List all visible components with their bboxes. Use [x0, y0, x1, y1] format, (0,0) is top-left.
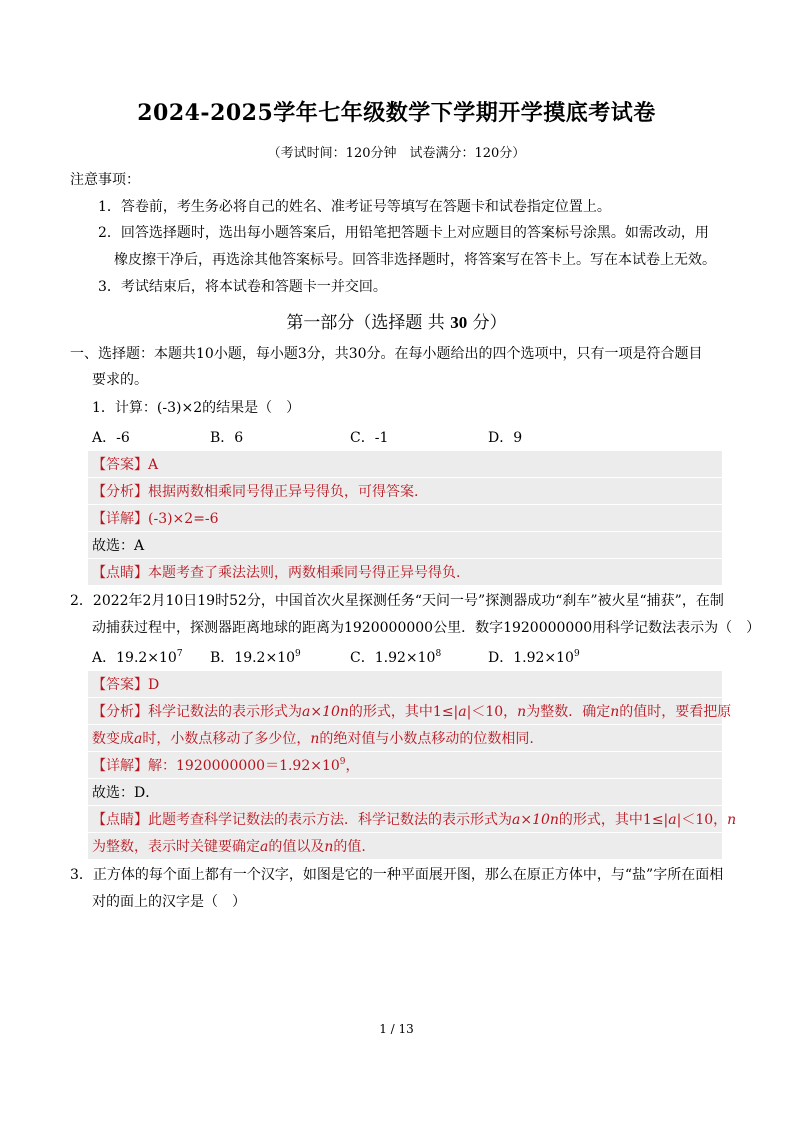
q3-stem-line1: 3．正方体的每个面上都有一个汉字，如图是它的一种平面展开图，那么在原正方体中，与“盐”字所在面相 — [70, 867, 724, 883]
q1-analysis: 【分析】根据两数相乘同号得正异号得负，可得答案. — [92, 484, 419, 500]
q2-option-a: A．$19.2\times 10^7$ — [92, 649, 183, 666]
q2-option-b: B．$19.2\times 10^9$ — [210, 649, 301, 666]
q2-analysis-cont: 数变成a时，小数点移动了多少位，n的绝对值与小数点移动的位数相同. — [92, 731, 534, 747]
instruction-line2: 要求的。 — [92, 372, 148, 388]
q1-comment: 【点睛】本题考查了乘法法则，两数相乘同号得正异号得负. — [92, 565, 461, 581]
q1-option-c: C．-1 — [350, 430, 389, 446]
q2-analysis: 【分析】科学记数法的表示形式为a×10n的形式，其中1≤|a|＜10，n为整数．确定n的值时，要看把原 — [92, 704, 732, 720]
section-title: 第一部分（选择题 共 30 分） — [286, 313, 507, 333]
q1-choice: 故选：A — [92, 538, 145, 554]
q1-option-a: A．-6 — [92, 430, 130, 446]
q2-choice-band — [88, 779, 722, 805]
q1-option-b: B．6 — [210, 430, 244, 446]
q3-stem-line2: 对的面上的汉字是（ ） — [92, 894, 246, 910]
instruction-line1: 一、选择题：本题共10小题，每小题3分，共30分。在每小题给出的四个选项中，只有一项是符合题目 — [70, 346, 703, 362]
q2-choice: 故选：D． — [92, 785, 160, 801]
q2-option-c: C．$1.92\times 10^8$ — [350, 649, 442, 666]
q2-answer: 【答案】D — [92, 677, 160, 693]
page-number: 1 / 13 — [379, 1022, 414, 1036]
q2-stem-line2: 动捕获过程中，探测器距离地球的距离为1920000000公里．数字1920000000用科学记数法表示为（ ） — [92, 620, 761, 636]
note-item-3: 3．考试结束后，将本试卷和答题卡一并交回。 — [98, 279, 387, 295]
q2-comment-cont: 为整数，表示时关键要确定a的值以及n的值. — [92, 839, 366, 855]
q1-answer: 【答案】A — [92, 457, 159, 473]
q1-option-d: D．9 — [488, 430, 523, 446]
q1-detail: 【详解】(-3)×2=-6 — [92, 511, 219, 527]
q2-option-d: D．$1.92\times 10^9$ — [488, 649, 580, 666]
note-item-2: 2．回答选择题时，选出每小题答案后，用铅笔把答题卡上对应题目的答案标号涂黑。如需改动，用 — [98, 225, 709, 241]
q2-answer-band — [88, 671, 722, 697]
q2-comment: 【点睛】此题考查科学记数法的表示方法．科学记数法的表示形式为a×10n的形式，其中1≤|a|＜10，n — [92, 812, 737, 828]
exam-title: 2024-2025学年七年级数学下学期开学摸底考试卷 — [137, 100, 656, 126]
q2-detail: 【详解】解：$1920000000=1.92\times 10^9$， — [92, 757, 360, 774]
q1-choice-band — [88, 532, 722, 558]
q1-stem: 1．计算：(-3)×2的结果是（ ） — [92, 400, 301, 416]
note-item-2-cont: 橡皮擦干净后，再选涂其他答案标号。回答非选择题时，将答案写在答卡上。写在本试卷上无效。 — [114, 252, 716, 268]
note-item-1: 1．答卷前，考生务必将自己的姓名、准考证号等填写在答题卡和试卷指定位置上。 — [98, 199, 611, 215]
exam-subtitle: （考试时间：120分钟 试卷满分：120分） — [267, 146, 526, 161]
q1-answer-band — [88, 451, 722, 477]
q2-stem-line1: 2．2022年2月10日19时52分，中国首次火星探测任务“天问一号”探测器成功“刹车”被火星“捕获”，在制 — [70, 593, 724, 609]
notes-heading: 注意事项： — [70, 172, 140, 188]
